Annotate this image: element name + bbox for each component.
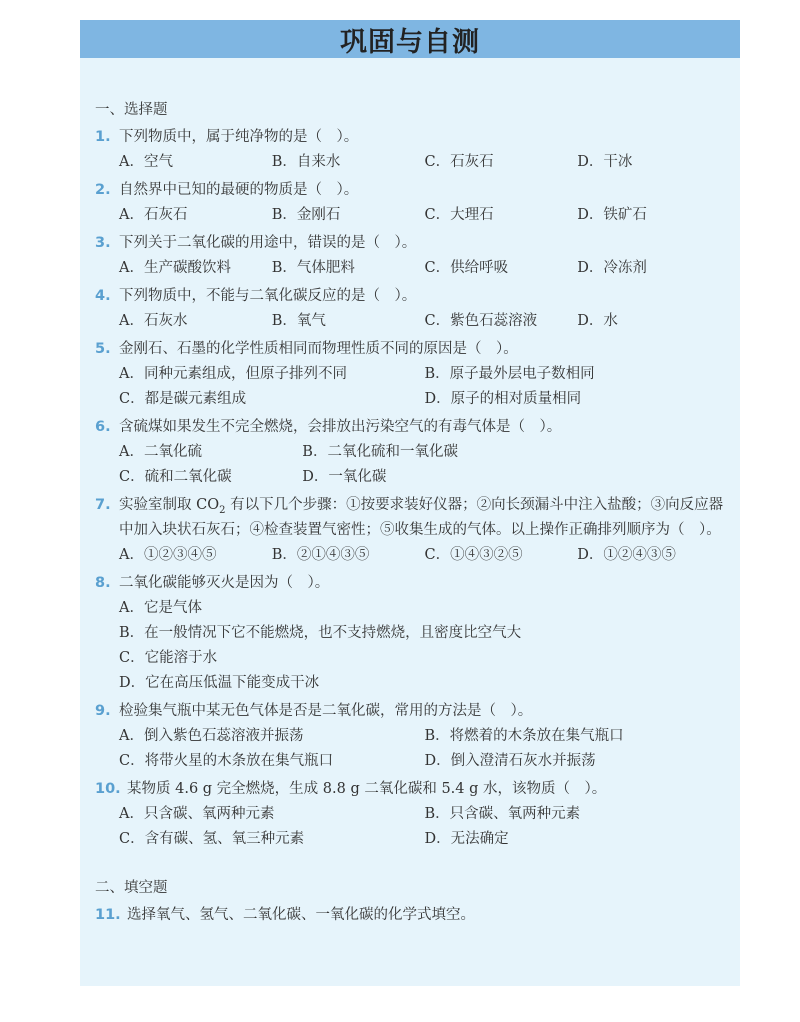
question-4 <box>95 284 730 334</box>
question-10 <box>95 777 730 852</box>
section-heading-fill: 二、填空题 <box>95 880 168 896</box>
option-a: A．石灰水 <box>119 313 188 329</box>
option-a: A．①②③④⑤ <box>119 547 217 563</box>
option-c: C．大理石 <box>424 207 494 223</box>
option-c: C．含有碳、氢、氧三种元素 <box>119 831 305 847</box>
option-a: A．石灰石 <box>119 207 188 223</box>
question-number: 9. <box>95 703 111 719</box>
question-8 <box>95 571 730 696</box>
option-d: D．冷冻剂 <box>577 260 647 276</box>
option-c: C．紫色石蕊溶液 <box>424 313 538 329</box>
question-number: 5. <box>95 341 111 357</box>
option-c: C．石灰石 <box>424 154 494 170</box>
question-stem: 含硫煤如果发生不完全燃烧，会排放出污染空气的有毒气体是（ ）。 <box>119 419 562 435</box>
option-b: B．在一般情况下它不能燃烧，也不支持燃烧，且密度比空气大 <box>119 625 522 641</box>
question-stem: 金刚石、石墨的化学性质相同而物理性质不同的原因是（ ）。 <box>119 341 518 357</box>
option-c: C．它能溶于水 <box>119 650 218 666</box>
question-stem: 下列物质中，属于纯净物的是（ ）。 <box>119 129 359 145</box>
option-a: A．生产碳酸饮料 <box>119 260 231 276</box>
section-heading-choice: 一、选择题 <box>95 102 168 118</box>
stem-part: 实验室制取 CO <box>119 497 220 513</box>
option-d: D．无法确定 <box>424 831 509 847</box>
option-b: B．原子最外层电子数相同 <box>424 366 595 382</box>
option-a: A．它是气体 <box>119 600 202 616</box>
question-stem: 二氧化碳能够灭火是因为（ ）。 <box>119 575 330 591</box>
question-number: 6. <box>95 419 111 435</box>
option-c: C．供给呼吸 <box>424 260 509 276</box>
option-b: B．将燃着的木条放在集气瓶口 <box>424 728 624 744</box>
option-c: C．①④③②⑤ <box>424 547 523 563</box>
question-number: 2. <box>95 182 111 198</box>
option-d: D．原子的相对质量相同 <box>424 391 582 407</box>
question-5 <box>95 337 730 412</box>
option-d: D．铁矿石 <box>577 207 647 223</box>
option-b: B．自来水 <box>271 154 341 170</box>
question-number: 7. <box>95 497 111 513</box>
option-b: B．氧气 <box>271 313 326 329</box>
option-b: B．②①④③⑤ <box>271 547 370 563</box>
option-a: A．空气 <box>119 154 173 170</box>
question-stem: 选择氧气、氢气、二氧化碳、一氧化碳的化学式填空。 <box>127 907 475 923</box>
question-stem: 某物质 4.6 g 完全燃烧，生成 8.8 g 二氧化碳和 5.4 g 水，该物质（ ）。 <box>127 781 607 797</box>
option-c: C．硫和二氧化碳 <box>119 469 232 485</box>
option-c: C．都是碳元素组成 <box>119 391 247 407</box>
question-1 <box>95 125 730 175</box>
question-7 <box>95 493 730 568</box>
question-stem: 下列物质中，不能与二氧化碳反应的是（ ）。 <box>119 288 417 304</box>
option-a: A．倒入紫色石蕊溶液并振荡 <box>119 728 304 744</box>
option-c: C．将带火星的木条放在集气瓶口 <box>119 753 334 769</box>
worksheet-content <box>95 98 730 931</box>
question-11 <box>95 903 730 928</box>
option-b: B．气体肥料 <box>271 260 355 276</box>
question-stem: 下列关于二氧化碳的用途中，错误的是（ ）。 <box>119 235 417 251</box>
title-banner <box>80 20 740 58</box>
option-a: A．只含碳、氧两种元素 <box>119 806 275 822</box>
option-b: B．只含碳、氧两种元素 <box>424 806 581 822</box>
question-number: 1. <box>95 129 111 145</box>
question-stem: 自然界中已知的最硬的物质是（ ）。 <box>119 182 359 198</box>
question-9 <box>95 699 730 774</box>
question-2 <box>95 178 730 228</box>
option-a: A．同种元素组成，但原子排列不同 <box>119 366 347 382</box>
option-d: D．水 <box>577 313 618 329</box>
question-number: 10. <box>95 781 121 797</box>
question-stem: 检验集气瓶中某无色气体是否是二氧化碳，常用的方法是（ ）。 <box>119 703 533 719</box>
question-stem <box>119 493 730 543</box>
question-number: 11. <box>95 907 121 923</box>
option-d: D．干冰 <box>577 154 633 170</box>
question-number: 4. <box>95 288 111 304</box>
page-title: 巩固与自测 <box>340 26 480 58</box>
question-number: 3. <box>95 235 111 251</box>
option-d: D．它在高压低温下能变成干冰 <box>119 675 320 691</box>
option-b: B．二氧化硫和一氧化碳 <box>302 444 458 460</box>
option-d: D．一氧化碳 <box>302 469 387 485</box>
stem-part: 有以下几个步骤：①按要求装好仪器；②向长颈漏斗中注入盐酸；③向反应器中加入块状石灰石；④检查装置气密性；⑤收集生成的气体。以上操作正确排列顺序为（ ）。 <box>119 497 724 538</box>
question-number: 8. <box>95 575 111 591</box>
option-d: D．倒入澄清石灰水并振荡 <box>424 753 596 769</box>
question-6 <box>95 415 730 490</box>
option-a: A．二氧化硫 <box>119 444 202 460</box>
question-3 <box>95 231 730 281</box>
stem-subscript: 2 <box>219 504 226 516</box>
option-b: B．金刚石 <box>271 207 341 223</box>
option-d: D．①②④③⑤ <box>577 547 676 563</box>
